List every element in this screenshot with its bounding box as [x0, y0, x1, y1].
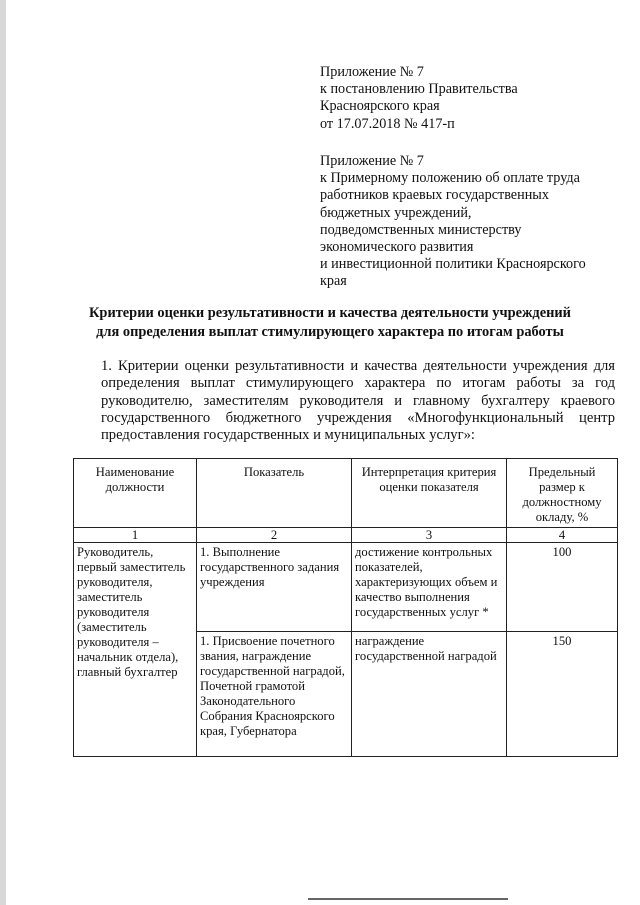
criteria-table: [73, 458, 618, 757]
interpretation-cell: достижение контрольных показателей, характеризующих объем и качество выполнения государственных услуг *: [352, 543, 507, 632]
scan-edge: [0, 0, 6, 905]
appendix-line: экономического развития: [320, 239, 474, 256]
column-number: 3: [352, 528, 507, 543]
title-line: для определения выплат стимулирующего характера по итогам работы: [96, 324, 564, 340]
limit-cell: 150: [507, 632, 618, 757]
appendix-line: от 17.07.2018 № 417-п: [320, 115, 455, 132]
intro-paragraph: 1. Критерии оценки результативности и качества деятельности учреждения для определения выплат стимулирующего характера по итогам работы за год руководителю, заместителям руководителя и главному бухгалтеру краевого государственного бюджетного учреждения «Многофункциональный центр предоставления государственных и муниципальных услуг»:: [101, 358, 615, 444]
indicator-cell: 1. Выполнение государственного задания учреждения: [197, 543, 352, 632]
indicator-cell: 1. Присвоение почетного звания, награждение государственной наградой, Почетной грамотой Законодательного Собрания Красноярского края, Губернатора: [197, 632, 352, 757]
column-number: 2: [197, 528, 352, 543]
appendix-line: Приложение № 7: [320, 153, 424, 169]
appendix-header-resolution: [320, 64, 620, 133]
appendix-line: бюджетных учреждений,: [320, 204, 472, 221]
column-number-row: [74, 528, 618, 543]
appendix-line: Красноярского края: [320, 98, 440, 115]
appendix-header-regulation: [320, 153, 620, 291]
appendix-line: Приложение № 7: [320, 64, 424, 80]
title-line: Критерии оценки результативности и качества деятельности учреждений: [89, 305, 571, 321]
column-number: 4: [507, 528, 618, 543]
bottom-scan-line: [308, 898, 508, 900]
header-limit: Предельный размер к должностному окладу, %: [507, 459, 618, 528]
table-header-row: [74, 459, 618, 528]
appendix-line: работников краевых государственных: [320, 187, 549, 204]
header-position: Наименование должности: [74, 459, 197, 528]
header-indicator: Показатель: [197, 459, 352, 528]
column-number: 1: [74, 528, 197, 543]
appendix-line: края: [320, 273, 347, 290]
interpretation-cell: награждение государственной наградой: [352, 632, 507, 757]
limit-cell: 100: [507, 543, 618, 632]
position-cell: Руководитель, первый заместитель руководителя, заместитель руководителя (заместитель руководителя – начальник отдела), главный бухгалтер: [74, 543, 197, 757]
appendix-line: и инвестиционной политики Красноярского: [320, 256, 586, 273]
header-interpretation: Интерпретация критерия оценки показателя: [352, 459, 507, 528]
appendix-line: к постановлению Правительства: [320, 81, 518, 98]
table-row: [74, 543, 618, 632]
document-title: [60, 304, 600, 342]
appendix-line: подведомственных министерству: [320, 221, 522, 238]
appendix-line: к Примерному положению об оплате труда: [320, 170, 580, 187]
